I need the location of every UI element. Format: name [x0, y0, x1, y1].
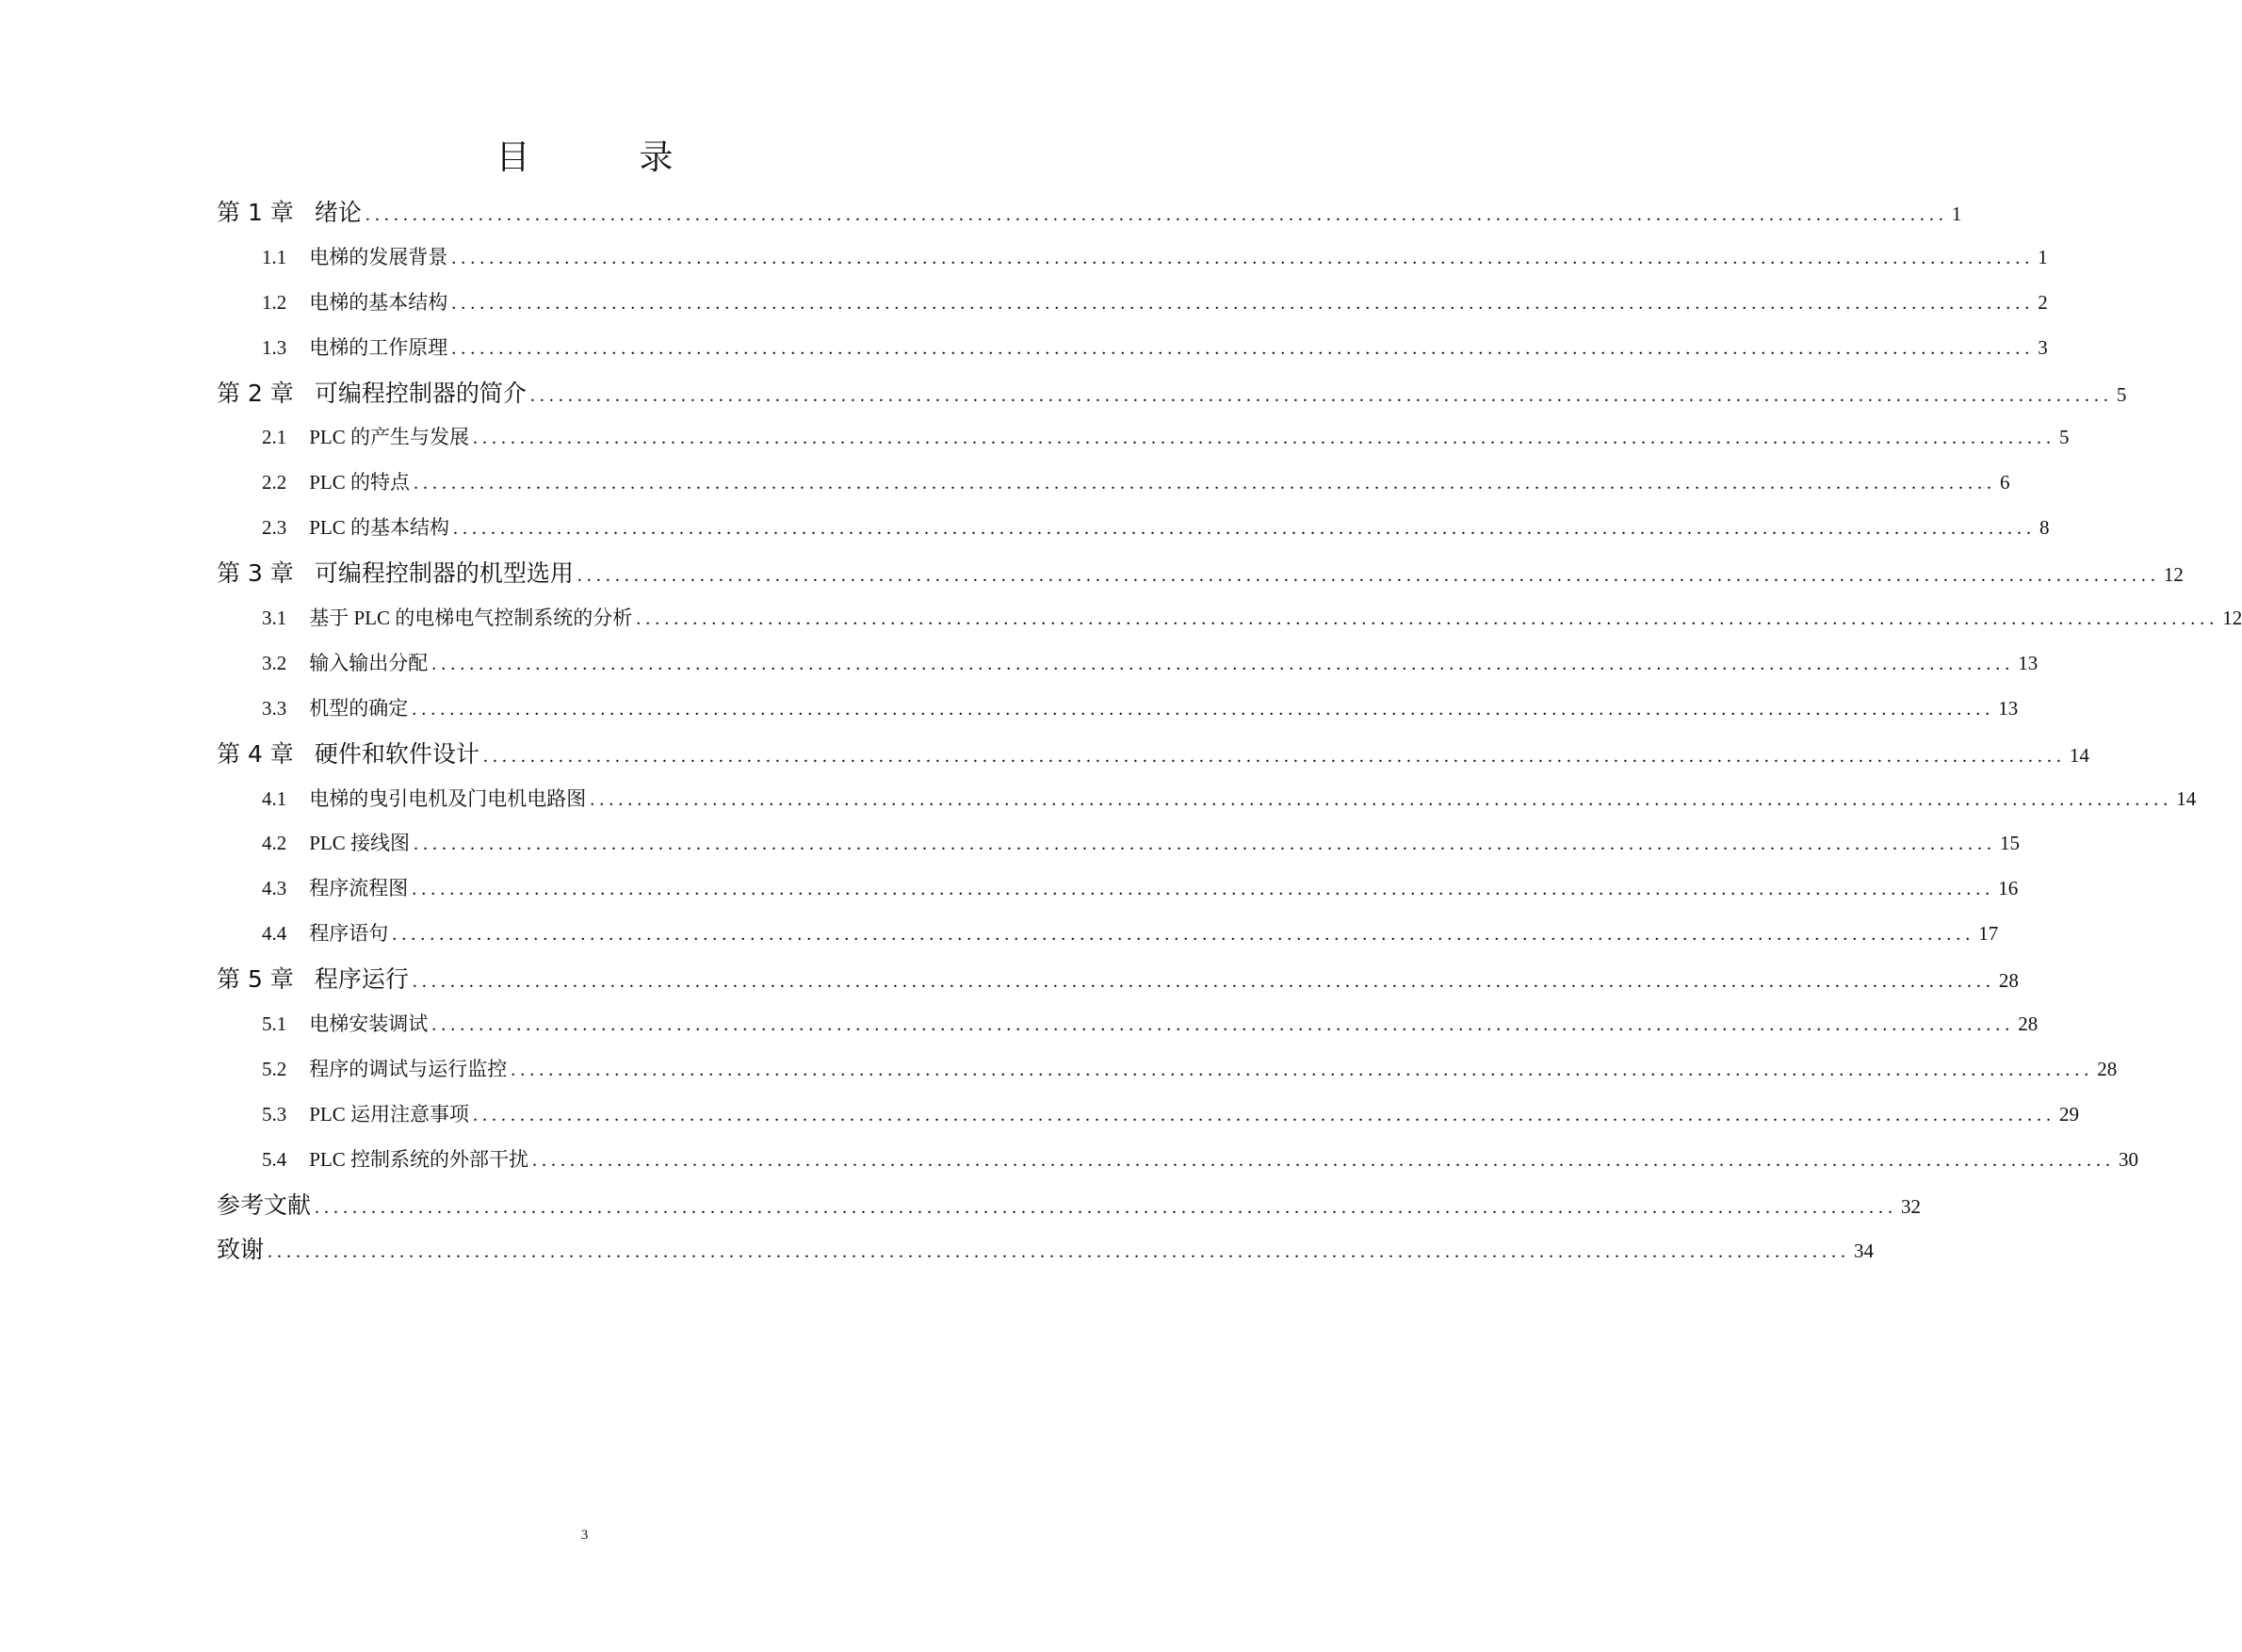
dot-leader: ........................................................................................................................................................................: [532, 1149, 2116, 1171]
entry-page: 2: [2038, 290, 2048, 314]
entry-page: 17: [1978, 922, 1999, 946]
dot-leader: ........................................................................................................................................................................: [412, 879, 1995, 900]
entry-number: 第 3 章: [217, 559, 294, 588]
dot-leader: ........................................................................................................................................................................: [590, 788, 2173, 810]
dot-leader: ........................................................................................................................................................................: [529, 384, 2113, 406]
entry-number: 5.2: [262, 1057, 287, 1080]
dot-leader: ........................................................................................................................................................................: [392, 924, 1975, 946]
entry-number: 4.2: [262, 832, 287, 855]
toc-entry-section-2-3[interactable]: [217, 506, 2050, 551]
entry-number: 2.3: [262, 516, 287, 540]
entry-number: 5.1: [262, 1012, 287, 1036]
entry-title: 程序的调试与运行监控: [309, 1057, 508, 1080]
dot-leader: ........................................................................................................................................................................: [315, 1196, 1898, 1218]
entry-title: 硬件和软件设计: [314, 739, 479, 768]
dot-leader: ........................................................................................................................................................................: [365, 204, 1948, 225]
entry-page: 34: [1854, 1239, 1875, 1263]
toc-entry-section-1-2[interactable]: [217, 281, 2048, 326]
dot-leader: ........................................................................................................................................................................: [412, 971, 1995, 993]
entry-page: 32: [1901, 1194, 1922, 1218]
entry-number: 1.2: [262, 290, 287, 314]
toc-entry-section-5-4[interactable]: [217, 1138, 2139, 1183]
entry-title: PLC 的产生与发展: [309, 426, 470, 449]
entry-page: 5: [2059, 426, 2070, 449]
entry-title: 程序语句: [309, 922, 389, 946]
entry-number: 4.4: [262, 922, 287, 946]
entry-number: 第 1 章: [217, 199, 294, 226]
toc-entry-chapter-2[interactable]: [217, 371, 2127, 416]
toc-entry-section-4-4[interactable]: [217, 912, 1999, 957]
entry-title: 电梯的发展背景: [309, 245, 448, 268]
toc-entry-section-4-2[interactable]: [217, 821, 2021, 866]
entry-page: 1: [2038, 245, 2048, 268]
entry-page: 30: [2119, 1147, 2139, 1171]
dot-leader: ........................................................................................................................................................................: [453, 518, 2037, 540]
entry-title: 致谢: [217, 1236, 265, 1264]
entry-title: PLC 控制系统的外部干扰: [309, 1147, 529, 1171]
dot-leader: ........................................................................................................................................................................: [431, 653, 2015, 674]
entry-title: PLC 的基本结构: [309, 516, 450, 540]
toc-entry-references[interactable]: [217, 1183, 1922, 1228]
entry-page: 13: [2018, 651, 2039, 674]
entry-number: 5.3: [262, 1102, 287, 1126]
toc-entry-section-2-2[interactable]: [217, 461, 2010, 506]
toc-entry-section-3-1[interactable]: [217, 596, 2242, 641]
entry-title: 参考文献: [217, 1190, 312, 1219]
entry-page: 12: [2163, 563, 2184, 587]
entry-number: 第 4 章: [217, 739, 294, 768]
entry-page: 12: [2222, 607, 2242, 630]
dot-leader: ........................................................................................................................................................................: [451, 247, 2035, 268]
toc-entry-section-4-1[interactable]: [217, 777, 2197, 822]
toc-entry-chapter-3[interactable]: [217, 551, 2184, 596]
dot-leader: ........................................................................................................................................................................: [412, 698, 1995, 720]
dot-leader: ........................................................................................................................................................................: [414, 834, 1997, 855]
entry-title: 机型的确定: [309, 696, 409, 720]
toc-entry-section-5-3[interactable]: [217, 1093, 2080, 1138]
dot-leader: ........................................................................................................................................................................: [577, 565, 2160, 587]
dot-leader: ........................................................................................................................................................................: [636, 608, 2219, 630]
entry-title: 程序流程图: [309, 877, 409, 900]
entry-number: 4.3: [262, 877, 287, 900]
page-number: 3: [580, 1528, 589, 1543]
entry-number: 4.1: [262, 786, 287, 810]
dot-leader: ........................................................................................................................................................................: [482, 745, 2066, 767]
entry-title: 绪论: [314, 199, 362, 226]
entry-title: PLC 接线图: [309, 832, 411, 855]
entry-title: 电梯的基本结构: [309, 290, 448, 314]
entry-title: 输入输出分配: [309, 651, 429, 674]
entry-title: PLC 的特点: [309, 471, 411, 494]
toc-entry-chapter-1[interactable]: [217, 190, 1962, 235]
entry-title: 程序运行: [314, 965, 409, 994]
toc-entry-section-4-3[interactable]: [217, 866, 2019, 912]
dot-leader: ........................................................................................................................................................................: [451, 337, 2035, 359]
toc-entry-acknowledgements[interactable]: [217, 1227, 1875, 1272]
entry-number: 5.4: [262, 1147, 287, 1171]
toc-entry-section-5-1[interactable]: [217, 1002, 2039, 1047]
entry-page: 15: [2000, 832, 2021, 855]
page-title: 目 录: [496, 138, 711, 177]
entry-page: 3: [2038, 335, 2048, 359]
entry-page: 14: [2176, 786, 2197, 810]
toc-entry-section-3-3[interactable]: [217, 687, 2019, 732]
dot-leader: ........................................................................................................................................................................: [473, 428, 2056, 449]
entry-title: 电梯安装调试: [309, 1012, 429, 1036]
toc-entry-section-2-1[interactable]: [217, 415, 2070, 461]
toc-entry-section-5-2[interactable]: [217, 1047, 2118, 1093]
entry-title: 基于 PLC 的电梯电气控制系统的分析: [309, 607, 633, 630]
entry-number: 第 2 章: [217, 379, 294, 407]
entry-page: 1: [1951, 202, 1962, 225]
entry-number: 2.1: [262, 426, 287, 449]
entry-page: 28: [1998, 969, 2019, 993]
toc-entry-section-3-2[interactable]: [217, 641, 2039, 687]
entry-number: 第 5 章: [217, 965, 294, 994]
dot-leader: ........................................................................................................................................................................: [431, 1014, 2015, 1036]
toc-entry-chapter-5[interactable]: [217, 957, 2019, 1002]
entry-page: 8: [2039, 516, 2050, 540]
entry-page: 6: [2000, 471, 2010, 494]
dot-leader: ........................................................................................................................................................................: [473, 1104, 2056, 1126]
entry-number: 3.3: [262, 696, 287, 720]
toc-entry-section-1-1[interactable]: [217, 235, 2048, 281]
entry-page: 16: [1998, 877, 2019, 900]
entry-page: 5: [2116, 382, 2127, 406]
entry-page: 28: [2018, 1012, 2039, 1036]
entry-title: 可编程控制器的简介: [314, 379, 527, 407]
entry-page: 14: [2069, 743, 2089, 767]
entry-number: 1.1: [262, 245, 287, 268]
toc-entry-section-1-3[interactable]: [217, 326, 2048, 371]
entry-page: 28: [2097, 1057, 2118, 1080]
entry-title: 电梯的工作原理: [309, 335, 448, 359]
entry-title: PLC 运用注意事项: [309, 1102, 470, 1126]
entry-title: 可编程控制器的机型选用: [314, 559, 574, 588]
table-of-contents: [217, 190, 2242, 1272]
dot-leader: ........................................................................................................................................................................: [414, 473, 1997, 494]
entry-number: 3.1: [262, 607, 287, 630]
entry-number: 1.3: [262, 335, 287, 359]
entry-page: 29: [2059, 1102, 2080, 1126]
entry-number: 3.2: [262, 651, 287, 674]
dot-leader: ........................................................................................................................................................................: [451, 292, 2035, 314]
entry-title: 电梯的曳引电机及门电机电路图: [309, 786, 587, 810]
entry-number: 2.2: [262, 471, 287, 494]
entry-page: 13: [1998, 696, 2019, 720]
dot-leader: ........................................................................................................................................................................: [268, 1241, 1851, 1263]
dot-leader: ........................................................................................................................................................................: [511, 1059, 2094, 1080]
toc-entry-chapter-4[interactable]: [217, 732, 2089, 777]
